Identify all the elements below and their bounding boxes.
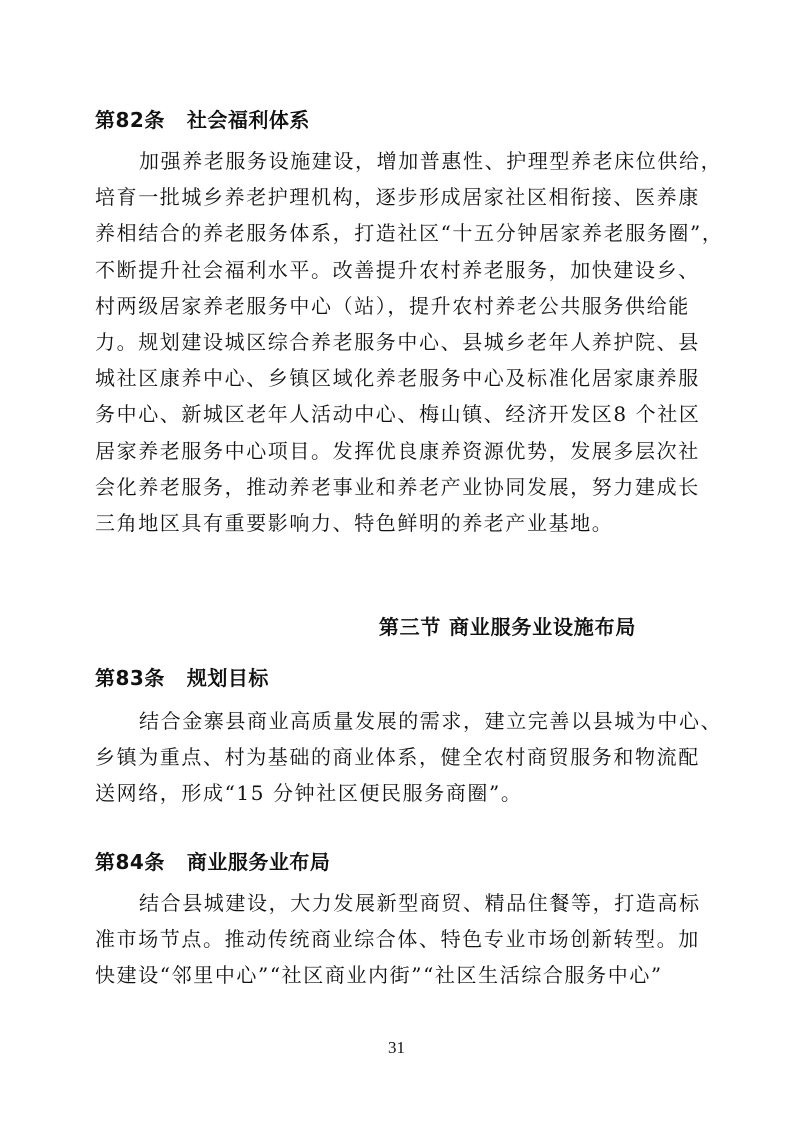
paragraph-line: 培育一批城乡养老护理机构，逐步形成居家社区相衔接、医养康: [95, 185, 700, 210]
paragraph-line: 乡镇为重点、村为基础的商业体系，健全农村商贸服务和物流配: [95, 745, 700, 770]
article-84-heading: [95, 846, 330, 875]
article-84-number: 第84条: [95, 850, 165, 874]
paragraph-line: 养相结合的养老服务体系，打造社区“十五分钟居家养老服务圈”，: [95, 221, 724, 246]
article-82-number: 第82条: [95, 108, 165, 132]
paragraph-line: 会化养老服务，推动养老事业和养老产业协同发展，努力建成长: [95, 474, 700, 499]
section-3-heading: [0, 611, 793, 640]
paragraph-line: 送网络，形成“15 分钟社区便民服务商圈”。: [95, 781, 523, 806]
paragraph-line: 加强养老服务设施建设，增加普惠性、护理型养老床位供给，: [139, 149, 723, 173]
article-84-title: 商业服务业布局: [186, 850, 331, 874]
page-number: 31: [388, 1038, 405, 1057]
paragraph-line: 准市场节点。推动传统商业综合体、特色专业市场创新转型。加: [95, 927, 700, 952]
article-83-heading: [95, 662, 269, 691]
paragraph-line: 居家养老服务中心项目。发挥优良康养资源优势，发展多层次社: [95, 438, 700, 463]
paragraph-line: 务中心、新城区老年人活动中心、梅山镇、经济开发区8 个社区: [95, 402, 701, 427]
paragraph-line: 快建设“邻里中心”“社区商业内街”“社区生活综合服务中心”: [95, 963, 663, 988]
article-82-heading: [95, 104, 310, 133]
paragraph-line: 村两级居家养老服务中心（站），提升农村养老公共服务供给能: [95, 293, 690, 318]
article-83-number: 第83条: [95, 666, 165, 690]
paragraph-line: 结合县城建设，大力发展新型商贸、精品住餐等，打造高标: [139, 891, 701, 915]
article-84-paragraph: [95, 885, 705, 994]
section-3-title: 第三节 商业服务业设施布局: [378, 615, 637, 639]
paragraph-line: 力。规划建设城区综合养老服务中心、县城乡老年人养护院、县: [95, 329, 700, 354]
paragraph-line: 结合金寨县商业高质量发展的需求，建立完善以县城为中心、: [139, 709, 723, 733]
article-83-title: 规划目标: [186, 666, 269, 690]
article-83-paragraph: [95, 703, 723, 812]
paragraph-line: 不断提升社会福利水平。改善提升农村养老服务，加快建设乡、: [95, 257, 700, 282]
article-82-title: 社会福利体系: [186, 108, 310, 132]
paragraph-line: 城社区康养中心、乡镇区域化养老服务中心及标准化居家康养服: [95, 366, 700, 391]
article-82-paragraph: [95, 143, 724, 541]
paragraph-line: 三角地区具有重要影响力、特色鲜明的养老产业基地。: [95, 510, 614, 535]
